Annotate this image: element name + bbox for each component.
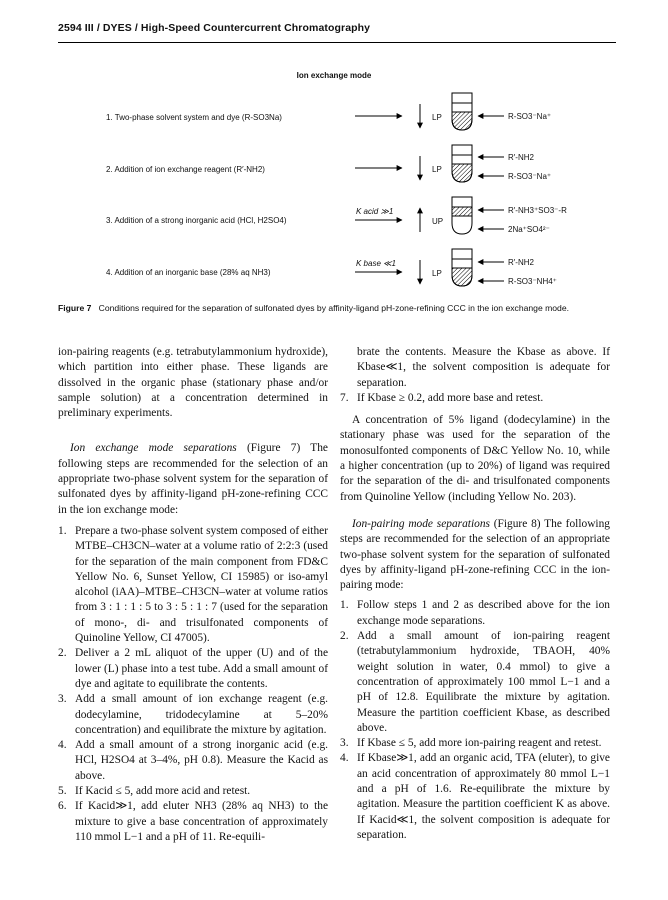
- step-text: If Kbase≫1, add an organic acid, TFA (eluter), to give an acid concentration of approximately 80 mmol L−1 and a pH of 1.6. Re-equilibrate the mixture by agitation. Measure the partition coefficient K as above. If Kacid≪1, the solvent composition is adequate for separation.: [357, 752, 610, 841]
- list-item: [58, 738, 328, 784]
- list-item: [58, 784, 328, 799]
- step-number: 7.: [340, 391, 349, 404]
- list-item: [58, 692, 328, 738]
- step-label-4: 4. Addition of an inorganic base (28% aq NH3): [106, 268, 271, 277]
- step-number: 5.: [58, 785, 67, 798]
- ion-exchange-steps-continued: [340, 391, 610, 406]
- step-label-1: 1. Two-phase solvent system and dye (R-SO3Na): [106, 113, 282, 122]
- step-text: If Kbase ≤ 5, add more ion-pairing reagent and retest.: [357, 737, 602, 750]
- phase-label-4: LP: [432, 269, 442, 278]
- step-text: If Kbase ≥ 0.2, add more base and retest.: [357, 391, 544, 404]
- section-title: Ion exchange mode separations: [70, 442, 237, 455]
- left-column: [58, 345, 328, 845]
- species-label: R-SO3⁻Na⁺: [508, 112, 552, 121]
- step-number: 1.: [340, 599, 349, 612]
- phase-label-3: UP: [432, 217, 444, 226]
- list-item: [340, 598, 610, 629]
- figure-caption-label: Figure 7: [58, 303, 92, 313]
- condition-base: K base ≪1: [356, 259, 396, 268]
- ion-exchange-steps: [58, 524, 328, 845]
- step-text: Prepare a two-phase solvent system composed of either MTBE–CH3CN–water at a volume ratio of 2:2:3 (used for the separation of the main component from FD&C Yellow No. 6, Sunset Yellow, CI 15985) or iso-amyl alcohol (iAA)–MTBE–CH3CN–water at volume ratios from 3 : 1 : 1 : 5 to 3 : 5 : 1 : 7 (used for the separation of mono-, di- and trisulfonated components of Quinoline Yellow, CI 47005).: [75, 524, 328, 645]
- section-ion-exchange: Ion exchange mode separations (Figure 7) The following steps are recommended for the selection of an appropriate two-phase solvent system for the separation of sulfonated dyes by affinity-ligand pH-zone-refining CCC in the ion exchange mode:: [58, 442, 328, 516]
- step-number: 3.: [340, 737, 349, 750]
- figure-reference: Figure 7: [250, 442, 297, 455]
- test-tube-4: [452, 249, 472, 286]
- section-text: The following steps are recommended for the selection of an appropriate two-phase solvent system for the separation of sulfonated dyes by affinity-ligand pH-zone-refining CCC in the ion-pairing mode:: [340, 517, 610, 592]
- step-number: 3.: [58, 693, 67, 706]
- figure-7-diagram: [0, 0, 668, 300]
- step-number: 2.: [340, 630, 349, 643]
- section-title: Ion-pairing mode separations: [352, 517, 490, 530]
- phase-label-1: LP: [432, 113, 442, 122]
- ion-pairing-steps: [340, 598, 610, 843]
- species-label: 2Na⁺SO4²⁻: [508, 225, 550, 234]
- paragraph: ion-pairing reagents (e.g. tetrabutylammonium hydroxide), which partition into either phase. These ligands are dissolved in the organic phase (stationary phase and/or sample solution) at a concentration determined in preliminary experiments.: [58, 346, 328, 420]
- list-item: [340, 391, 610, 406]
- step-number: 1.: [58, 524, 67, 537]
- species-label: R-SO3⁻NH4⁺: [508, 277, 557, 286]
- list-item: [58, 799, 328, 845]
- step-text: Deliver a 2 mL aliquot of the upper (U) and of the lower (L) phase into a test tube. Add a small amount of dye and agitate to equilibrate the contents.: [75, 647, 328, 690]
- section-text: The following steps are recommended for the selection of an appropriate two-phase solvent system for the separation of sulfonated dyes by affinity-ligand pH-zone-refining CCC in the ion exchange mode:: [58, 442, 328, 516]
- step-text: If Kacid≫1, add eluter NH3 (28% aq NH3) to the mixture to give a base concentration of approximately 110 mmol L−1 and a pH of 11. Re-equili-: [75, 800, 328, 843]
- species-label: R′-NH2: [508, 153, 534, 162]
- step-number: 6.: [58, 800, 67, 813]
- test-tube-1: [452, 93, 472, 130]
- test-tube-2: [452, 145, 472, 182]
- figure-title: Ion exchange mode: [296, 71, 372, 80]
- species-label: R′-NH3⁺SO3⁻-R: [508, 206, 567, 215]
- step-number: 4.: [58, 739, 67, 752]
- step-number: 2.: [58, 647, 67, 660]
- list-item: [340, 629, 610, 736]
- species-label: R-SO3⁻Na⁺: [508, 172, 552, 181]
- paragraph: brate the contents. Measure the Kbase as above. If Kbase≪1, the solvent composition is adequate for separation.: [357, 346, 610, 389]
- species-label: R′-NH2: [508, 258, 534, 267]
- list-item: [58, 646, 328, 692]
- figure-caption: [58, 302, 618, 314]
- phase-label-2: LP: [432, 165, 442, 174]
- step-label-2: 2. Addition of ion exchange reagent (R′-NH2): [106, 165, 265, 174]
- step-label-3: 3. Addition of a strong inorganic acid (HCl, H2SO4): [106, 216, 287, 225]
- condition-acid: K acid ≫1: [356, 207, 394, 216]
- step-text: Add a small amount of ion-pairing reagent (tetrabutylammonium hydroxide, TBAOH, 40% weight solution in water, 0.4 mmol) to give a concentration of approximately 100 mmol L−1 and a pH of 12.8. Equilibrate the mixture by agitation. Measure the partition coefficient Kbase, as described above.: [357, 630, 610, 734]
- right-column: [340, 345, 610, 843]
- step-text: If Kacid ≤ 5, add more acid and retest.: [75, 785, 251, 798]
- paragraph: A concentration of 5% ligand (dodecylamine) in the stationary phase was used for the separation of the monosulfonted components of D&C Yellow No. 10, while a higher concentration (up to 20%) of ligand was required for the separation of the di- and trisulfonated components from Quinoline Yellow (including Yellow No. 203).: [340, 414, 610, 503]
- running-header: 2594 III / DYES / High-Speed Countercurrent Chromatography: [58, 22, 371, 34]
- list-item: [340, 751, 610, 843]
- figure-reference: Figure 8: [497, 517, 537, 530]
- list-item: [58, 524, 328, 646]
- step-text: Follow steps 1 and 2 as described above for the ion exchange mode separations.: [357, 599, 610, 627]
- step-text: Add a small amount of a strong inorganic acid (e.g. HCl, H2SO4 at 3–4%, pH 0.8). Measure the Kacid as above.: [75, 739, 328, 782]
- test-tube-3: [452, 197, 472, 234]
- step-text: Add a small amount of ion exchange reagent (e.g. dodecylamine, tridodecylamine at 5–20% concentration) and equilibrate the mixture by agitation.: [75, 693, 328, 736]
- list-item: [340, 736, 610, 751]
- section-ion-pairing: Ion-pairing mode separations (Figure 8) The following steps are recommended for the selection of an appropriate two-phase solvent system for the separation of sulfonated dyes by affinity-ligand pH-zone-refining CCC in the ion-pairing mode:: [340, 517, 610, 592]
- figure-caption-text: Conditions required for the separation of sulfonated dyes by affinity-ligand pH-zone-refining CCC in the ion exchange mode.: [98, 303, 569, 313]
- step-number: 4.: [340, 752, 349, 765]
